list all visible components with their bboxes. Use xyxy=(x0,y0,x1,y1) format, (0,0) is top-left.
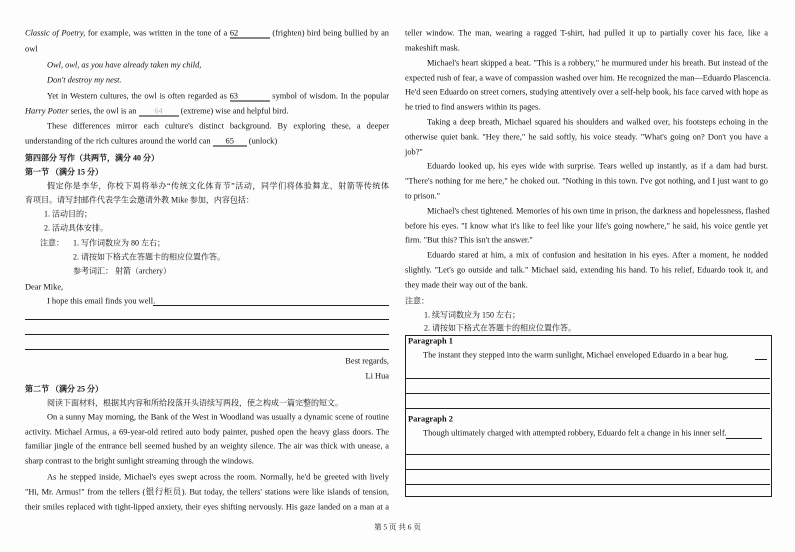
poem-line: Owl, owl, as you have already taken my child, xyxy=(47,60,202,70)
note-item: 2. 请按如下格式在答题卡的相应位置作答。 xyxy=(424,323,576,333)
subsection-heading: 第一节 （满分 15 分） xyxy=(25,167,103,177)
story-line: "There's nothing for me here," he choked out. "Nothing in this town. I've got nothing, and I just want to go xyxy=(405,176,768,186)
blank-62[interactable]: 62 xyxy=(230,29,270,39)
story-line: expected rush of fear, a wave of compassion washed over him. He recognized the man—Eduardo Plascencia. xyxy=(405,73,771,83)
story-line: As he stepped inside, Michael's eyes swept across the room. Normally, he'd be greeted with lively xyxy=(47,472,389,482)
note-label: 注意： xyxy=(40,238,64,248)
text: The instant they stepped into the warm sunlight, Michael enveloped Eduardo in a bear hug. xyxy=(423,350,729,360)
text: (extreme) wise and helpful bird. xyxy=(178,106,289,116)
story-line: Michael's chest tightened. Memories of his own time in prison, the darkness and hopelessness, flashed xyxy=(427,206,770,216)
answer-line[interactable] xyxy=(153,305,389,306)
note-item: 1. 续写词数应为 150 左右； xyxy=(424,310,520,320)
subsection-heading: 第二节 （满分 25 分） xyxy=(25,384,103,394)
text: symbol of wisdom. In the popular xyxy=(269,91,389,101)
section-heading: 第四部分 写作（共两节，满分 40 分） xyxy=(25,153,159,163)
paragraph-2-opening xyxy=(423,428,768,439)
answer-line[interactable] xyxy=(25,349,389,350)
passage-line: owl xyxy=(25,44,38,54)
vocab-hint: 参考词汇： 射箭（archery） xyxy=(73,266,171,276)
poem-line: Don't destroy my nest. xyxy=(47,75,122,85)
task-instruction: 阅读下面材料，根据其内容和所给段落开头语续写两段，使之构成一篇完整的短文。 xyxy=(47,398,343,408)
story-line: their smiles replaced with tight-lipped anxiety, their eyes shifting nervously. His gaze landed on a man at a xyxy=(25,502,389,512)
answer-line[interactable] xyxy=(405,454,770,455)
blank-65[interactable]: 65 xyxy=(213,137,247,147)
passage-line xyxy=(25,136,389,147)
story-line: to prison." xyxy=(405,191,441,201)
note-item: 2. 请按如下格式在答题卡的相应位置作答。 xyxy=(73,252,225,262)
story-line: "Hi, Mr. Armus!" from the tellers (银行柜员). But today, the tellers' stations were like islands of tension, xyxy=(25,487,389,497)
text: Though ultimately charged with attempted robbery, Eduardo felt a change in his inner self. xyxy=(423,428,727,438)
passage-line xyxy=(25,106,389,117)
story-line: Eduardo stared at him, a mix of confusion and hesitation in his eyes. After a moment, he nodded xyxy=(427,250,768,260)
text: Yet in Western cultures, the owl is often regarded as xyxy=(47,91,230,101)
answer-line[interactable] xyxy=(726,438,762,439)
text: (frighten) bird being bullied by an xyxy=(269,28,389,38)
blank-63[interactable]: 63 xyxy=(230,92,270,102)
answer-line[interactable] xyxy=(405,393,770,394)
title-italic: Harry Potter xyxy=(25,106,69,116)
story-line: firm. "But this? This isn't the answer." xyxy=(405,235,533,245)
story-line: otherwise quiet bank. "Hey there," he said softly, his voice steady. "What's going on? Don't you have a xyxy=(405,132,768,142)
story-line: Taking a deep breath, Michael squared his shoulders and walked over, his footsteps echoing in the xyxy=(427,117,768,127)
story-line: On a sunny May morning, the Bank of the West in Woodland was usually a dynamic scene of routine xyxy=(47,412,389,422)
text: series, the owl is an xyxy=(68,106,139,116)
story-line: He'd seen Eduardo on street corners, studying attentively over a self-help book, his face carved with hope as xyxy=(405,87,768,97)
answer-line[interactable] xyxy=(405,408,770,409)
letter-greeting: Dear Mike, xyxy=(25,282,64,292)
task-item: 2. 活动具体安排。 xyxy=(44,223,108,233)
letter-opening: I hope this email finds you well. xyxy=(47,296,156,306)
story-line: they made their way out of the bank. xyxy=(405,280,528,290)
passage-line xyxy=(25,91,389,102)
task-item: 1. 活动目的； xyxy=(44,209,92,219)
answer-line[interactable] xyxy=(755,359,767,360)
title-italic: Classic of Poetry, xyxy=(25,28,86,38)
text: for example, was written in the tone of a xyxy=(85,28,230,38)
page-number: 第 5 页 共 6 页 xyxy=(374,522,421,532)
story-line: sharp contrast to the bright sunlight streaming through the windows. xyxy=(25,456,254,466)
passage-line xyxy=(25,28,389,39)
story-line: teller window. The man, wearing a ragged T-shirt, had pulled it up to partially cover his face, like a xyxy=(405,28,768,38)
paragraph-1-opening xyxy=(423,350,768,361)
story-line: familiar jingle of the entrance bell seemed hushed by an weighty silence. The air was thick with unease, a xyxy=(25,441,389,451)
text: understanding of the rich cultures around the world can xyxy=(25,136,213,146)
answer-line[interactable] xyxy=(25,334,389,335)
note-label: 注意： xyxy=(405,296,429,306)
story-line: slightly. "Let's go outside and talk." Michael said, extending his hand. To his relief, Eduardo took it, and xyxy=(405,265,768,275)
task-text: 育项目。请写封邮件代表学生会邀请外教 Mike 参加，内容包括： xyxy=(25,195,254,205)
passage-line: These differences mirror each culture's distinct background. By exploring these, a deeper xyxy=(47,121,389,131)
story-line: Eduardo looked up, his eyes wide with surprise. Tears welled up instantly, as if a dam had burst. xyxy=(427,161,768,171)
letter-signature: Li Hua xyxy=(365,371,389,381)
paragraph-1-label: Paragraph 1 xyxy=(408,336,453,346)
blank-64[interactable]: 64 xyxy=(139,107,179,117)
story-line: he tried to find answers within its pages. xyxy=(405,102,541,112)
story-line: job?" xyxy=(405,147,423,157)
task-text: 假定你是李华，你校下周将举办“传统文化体育节”活动，同学们将体验舞龙、射箭等传统体 xyxy=(47,181,389,191)
story-line: Michael's heart skipped a beat. "This is a robbery," he murmured under his breath. But instead of the xyxy=(427,58,768,68)
paragraph-2-label: Paragraph 2 xyxy=(408,414,453,424)
story-line: makeshift mask. xyxy=(405,43,460,53)
answer-line[interactable] xyxy=(25,319,389,320)
answer-line[interactable] xyxy=(405,378,770,379)
story-line: activity. Michael Armus, a 69-year-old retired auto body painter, pushed open the heavy glass doors. The xyxy=(25,427,389,437)
story-line: before his eyes. "I know what it's like to feel like your life's going nowhere," he said, his voice gentle yet xyxy=(405,221,768,231)
letter-closing: Best regards, xyxy=(345,356,389,366)
note-item: 1. 写作词数应为 80 左右； xyxy=(73,238,165,248)
answer-line[interactable] xyxy=(405,469,770,470)
answer-line[interactable] xyxy=(405,484,770,485)
text: (unlock) xyxy=(246,136,278,146)
